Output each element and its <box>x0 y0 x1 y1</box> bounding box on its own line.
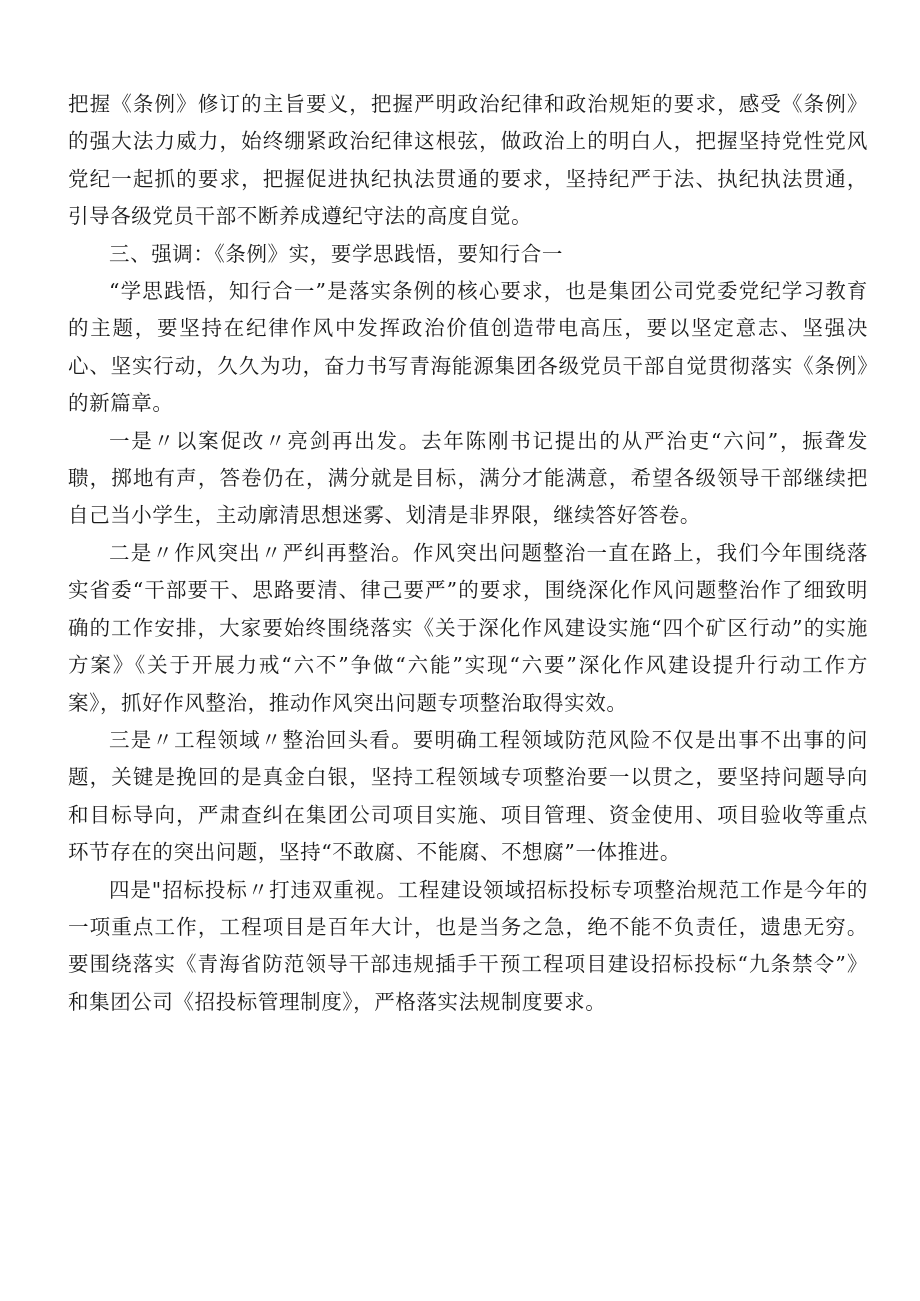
paragraph-core-requirement: “学思践悟，知行合一”是落实条例的核心要求，也是集团公司党委党纪学习教育的主题，要坚持在纪律作风中发挥政治价值创造带电高压，要以坚定意志、坚强决心、坚实行动，久久为功，奋力书写青海能源集团各级党员干部自觉贯彻落实《条例》的新篇章。 <box>68 279 868 416</box>
paragraph-point-one: 一是〃以案促改〃亮剑再出发。去年陈刚书记提出的从严治吏“六问”，振聋发聩，掷地有声，答卷仍在，满分就是目标，满分才能满意，希望各级领导干部继续把自己当小学生，主动廓清思想迷雾、划清是非界限，继续答好答卷。 <box>68 428 868 528</box>
paragraph-continued-text: 把握《条例》修订的主旨要义，把握严明政治纪律和政治规矩的要求，感受《条例》的强大法力威力，始终绷紧政治纪律这根弦，做政治上的明白人，把握坚持党性党风党纪一起抓的要求，把握促进执纪执法贯通的要求，坚持纪严于法、执纪执法贯通，引导各级党员干部不断养成遵纪守法的高度自觉。 <box>68 92 868 229</box>
document-page <box>68 86 868 1021</box>
paragraph-point-three: 三是〃工程领域〃整治回头看。要明确工程领域防范风险不仅是出事不出事的问题，关键是挽回的是真金白银，坚持工程领域专项整治要一以贯之，要坚持问题导向和目标导向，严肃查纠在集团公司项目实施、项目管理、资金使用、项目验收等重点环节存在的突出问题，坚持“不敢腐、不能腐、不想腐”一体推进。 <box>68 727 868 865</box>
section-heading-three: 三、强调：《条例》实，要学思践悟，要知行合一 <box>109 241 563 266</box>
paragraph-point-four: 四是"招标投标〃打违双重视。工程建设领域招标投标专项整治规范工作是今年的一项重点工作，工程项目是百年大计，也是当务之急，绝不能不负责任，遗患无穷。要围绕落实《青海省防范领导干部违规插手干预工程项目建设招标投标“九条禁令”》和集团公司《招投标管理制度》，严格落实法规制度要求。 <box>68 877 868 1014</box>
paragraph-point-two: 二是〃作风突出〃严纠再整治。作风突出问题整治一直在路上，我们今年围绕落实省委“干部要干、思路要清、律己要严”的要求，围绕深化作风问题整治作了细致明确的工作安排，大家要始终围绕落实《关于深化作风建设实施“四个矿区行动”的实施方案》《关于开展力戒“六不”争做“六能”实现“六要”深化作风建设提升行动工作方案》，抓好作风整治，推动作风突出问题专项整治取得实效。 <box>68 540 868 715</box>
